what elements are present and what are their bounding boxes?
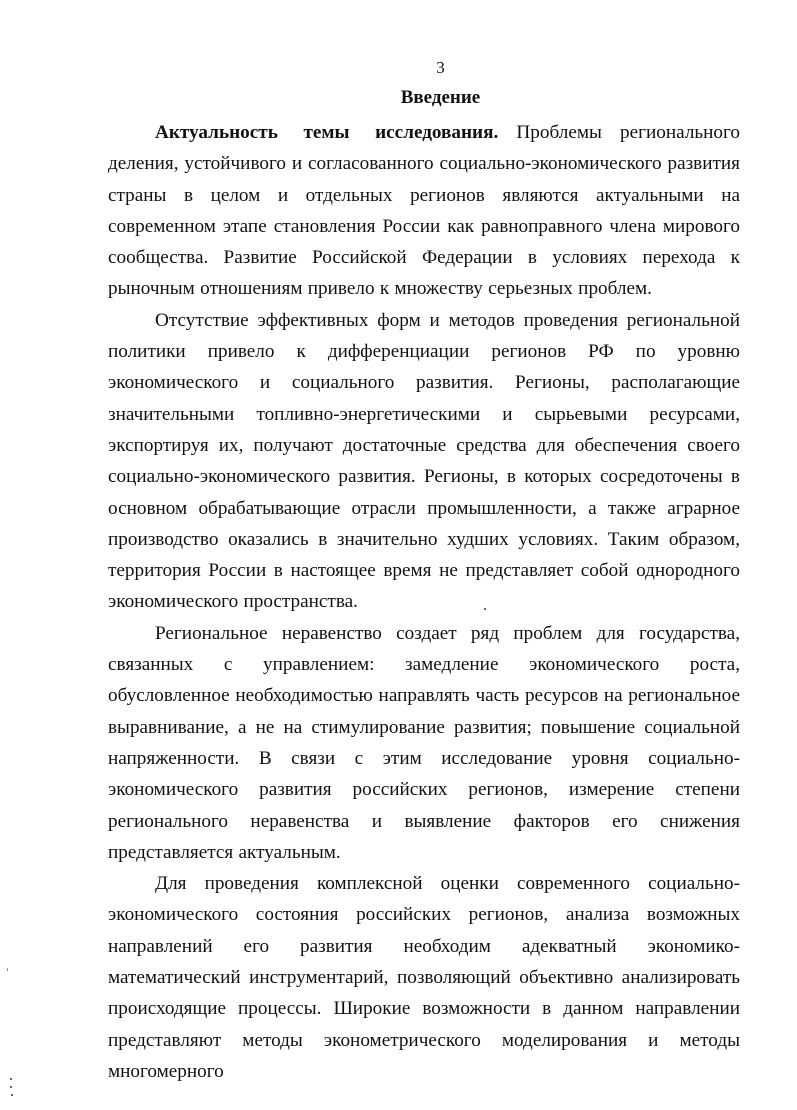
paragraph-policy: [108, 305, 740, 618]
paragraph-relevance: [108, 117, 740, 305]
paragraph-methods: [108, 868, 740, 1087]
scan-speck: [484, 608, 486, 610]
page-title: Введение: [400, 87, 481, 108]
scan-speck: [10, 1086, 12, 1088]
paragraph-lead: Актуальность темы исследования.: [155, 122, 499, 143]
document-body: [108, 117, 740, 1087]
paragraph-text: Отсутствие эффективных форм и методов проведения региональной политики привело к дифференциации регионов РФ по уровню экономического и социального развития. Регионы, располагающие значительными топливно-энергетическими и сырьевыми ресурсами, экспортируя их, получают достаточные средства для обеспечения своего социально-экономического развития. Регионы, в которых сосредоточены в основном обрабатывающие отрасли промышленности, а также аграрное производство оказались в значительно худших условиях. Таким образом, территория России в настоящее время не представляет собой однородного экономического пространства.: [108, 309, 740, 613]
paragraph-text: Региональное неравенство создает ряд проблем для государства, связанных с управлением: замедление экономического роста, обусловленное необходимостью направлять часть ресурсов на региональное выравнивание, а не на стимулирование развития; повышение социальной напряженности. В связи с этим исследование уровня социально-экономического развития российских регионов, измерение степени регионального неравенства и выявление факторов его снижения представляется актуальным.: [108, 622, 740, 863]
scan-margin-mark: ˈ: [6, 968, 9, 979]
paragraph-inequality: [108, 618, 740, 868]
scan-speck: [11, 1094, 13, 1096]
paragraph-text: Для проведения комплексной оценки современного социально-экономического состояния российских регионов, анализа возможных направлений его развития необходим адекватный экономико-математический инструментарий, позволяющий объективно анализировать происходящие процессы. Широкие возможности в данном направлении представляют методы эконометрического моделирования и методы многомерного: [108, 873, 740, 1082]
paragraph-text: Проблемы регионального деления, устойчивого и согласованного социально-экономического развития страны в целом и отдельных регионов являются актуальными на современном этапе становления России как равноправного члена мирового сообщества. Развитие Российской Федерации в условиях перехода к рыночным отношениям привело к множеству серьезных проблем.: [108, 122, 740, 300]
page-number: 3: [436, 58, 445, 77]
scan-speck: [10, 1078, 12, 1080]
